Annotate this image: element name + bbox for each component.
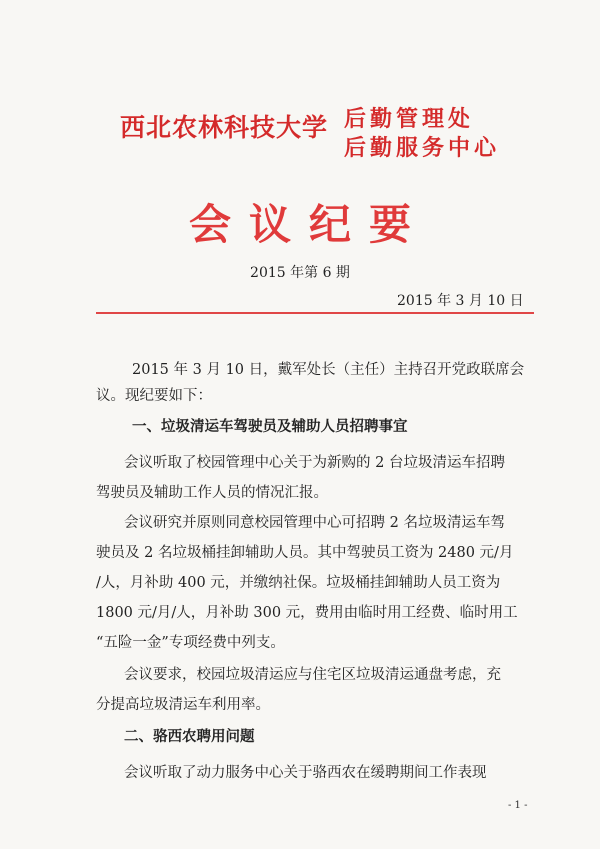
office-name-logistics-service: 后勤服务中心	[344, 135, 501, 161]
red-divider-line	[96, 312, 534, 314]
section-1-paragraph-3-line-2: 分提高垃圾清运车利用率。	[96, 697, 270, 713]
letterhead	[120, 100, 520, 166]
section-2-heading: 二、骆西农聘用问题	[124, 729, 255, 745]
section-1-paragraph-2-line-3: /人，月补助 400 元，并缴纳社保。垃圾桶挂卸辅助人员工资为	[96, 575, 501, 591]
intro-line-1: 2015 年 3 月 10 日，戴军处长（主任）主持召开党政联席会	[132, 362, 525, 378]
section-1-paragraph-1-line-1: 会议听取了校园管理中心关于为新购的 2 台垃圾清运车招聘	[124, 455, 505, 471]
section-1-paragraph-2-line-4: 1800 元/月/人，月补助 300 元，费用由临时用工经费、临时用工	[96, 605, 518, 621]
document-date: 2015 年 3 月 10 日	[397, 293, 524, 309]
section-1-paragraph-3-line-1: 会议要求，校园垃圾清运应与住宅区垃圾清运通盘考虑，充	[124, 667, 501, 683]
section-1-paragraph-2-line-2: 驶员及 2 名垃圾桶挂卸辅助人员。其中驾驶员工资为 2480 元/月	[96, 545, 514, 561]
section-2-paragraph-1-line-1: 会议听取了动力服务中心关于骆西农在缓聘期间工作表现	[124, 765, 487, 781]
document-title: 会议纪要	[188, 200, 429, 249]
office-name-logistics-management: 后勤管理处	[344, 106, 475, 132]
university-name: 西北农林科技大学	[120, 113, 329, 142]
section-1-paragraph-2-line-5: “五险一金”专项经费中列支。	[96, 635, 285, 651]
issue-number: 2015 年第 6 期	[250, 265, 350, 281]
section-1-paragraph-1-line-2: 驾驶员及辅助工作人员的情况汇报。	[96, 485, 328, 501]
section-1-paragraph-2-line-1: 会议研究并原则同意校园管理中心可招聘 2 名垃圾清运车驾	[124, 515, 505, 531]
intro-line-2: 议。现纪要如下：	[96, 388, 212, 404]
section-1-heading: 一、垃圾清运车驾驶员及辅助人员招聘事宜	[132, 419, 408, 435]
page-number: - 1 -	[508, 800, 528, 811]
